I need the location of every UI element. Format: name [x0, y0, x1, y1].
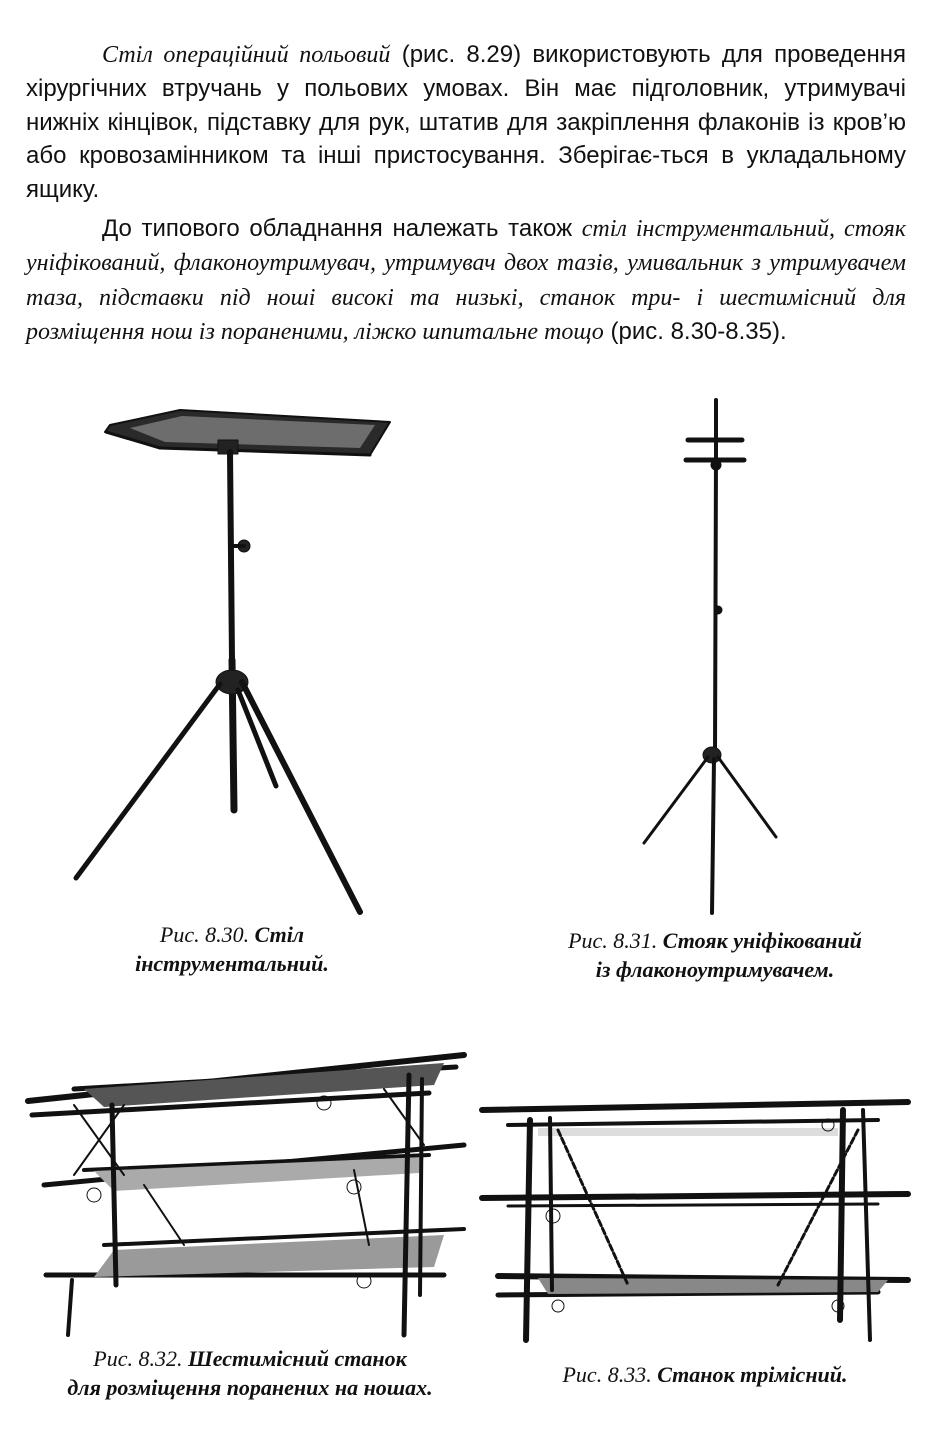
- figure-reference: (рис. 8.30-8.35).: [603, 318, 787, 346]
- caption-figure-8-33: [510, 1360, 900, 1389]
- figure-title-line-2: для розміщення поранених на ношах.: [67, 1375, 433, 1400]
- figure-number: Рис. 8.32.: [93, 1346, 183, 1371]
- three-place-rack-illustration: [478, 1080, 918, 1350]
- paragraph-operating-table: [26, 38, 906, 206]
- figure-title: Шестимісний станок: [187, 1346, 407, 1371]
- equipment-list: стіл інструментальний, стояк уніфікований, флаконоутримувач, утримувач двох тазів, умивальник з утримувачем таза, підставки під ноші високі та низькі, станок три- і шестимісний для розміщення нош із пораненими, ліжко шпитальне тощо: [26, 216, 907, 346]
- caption-figure-8-30: [92, 920, 372, 978]
- figure-title: Стояк уніфікований: [662, 928, 862, 953]
- figure-title-line-2: із флаконоутримувачем.: [595, 957, 835, 982]
- caption-figure-8-31: [520, 926, 910, 984]
- figure-instrument-table: [70, 400, 400, 920]
- figure-number: Рис. 8.31.: [568, 928, 658, 953]
- instrument-table-illustration: [70, 400, 400, 920]
- paragraph-1-body: (рис. 8.29) використовують для проведення хірургічних втручань у польових умовах. Він має підголовник, утримувачі нижніх кінцівок, підставку для рук, штатив для закріплення флаконів із кров’ю або кровозамінником та інші пристосування. Зберігає-ться в укладальному ящику.: [26, 41, 906, 203]
- figure-number: Рис. 8.30.: [159, 922, 250, 947]
- figure-title: Стіл: [254, 922, 305, 947]
- six-place-rack-illustration: [24, 1045, 469, 1345]
- figure-number: Рис. 8.33.: [562, 1362, 652, 1387]
- caption-figure-8-32: [30, 1344, 470, 1402]
- figure-six-place-rack: [24, 1045, 469, 1345]
- paragraph-standard-equipment: [26, 212, 906, 350]
- figure-title-line-2: інструментальний.: [135, 951, 329, 976]
- paragraph-2-lead: До типового обладнання належать також: [102, 215, 582, 242]
- figure-title: Станок трімісний.: [657, 1362, 848, 1387]
- term-operating-table: Стіл операційний польовий: [102, 42, 391, 68]
- figure-three-place-rack: [478, 1080, 918, 1350]
- infusion-stand-illustration: [630, 395, 800, 920]
- figure-infusion-stand: [630, 395, 800, 920]
